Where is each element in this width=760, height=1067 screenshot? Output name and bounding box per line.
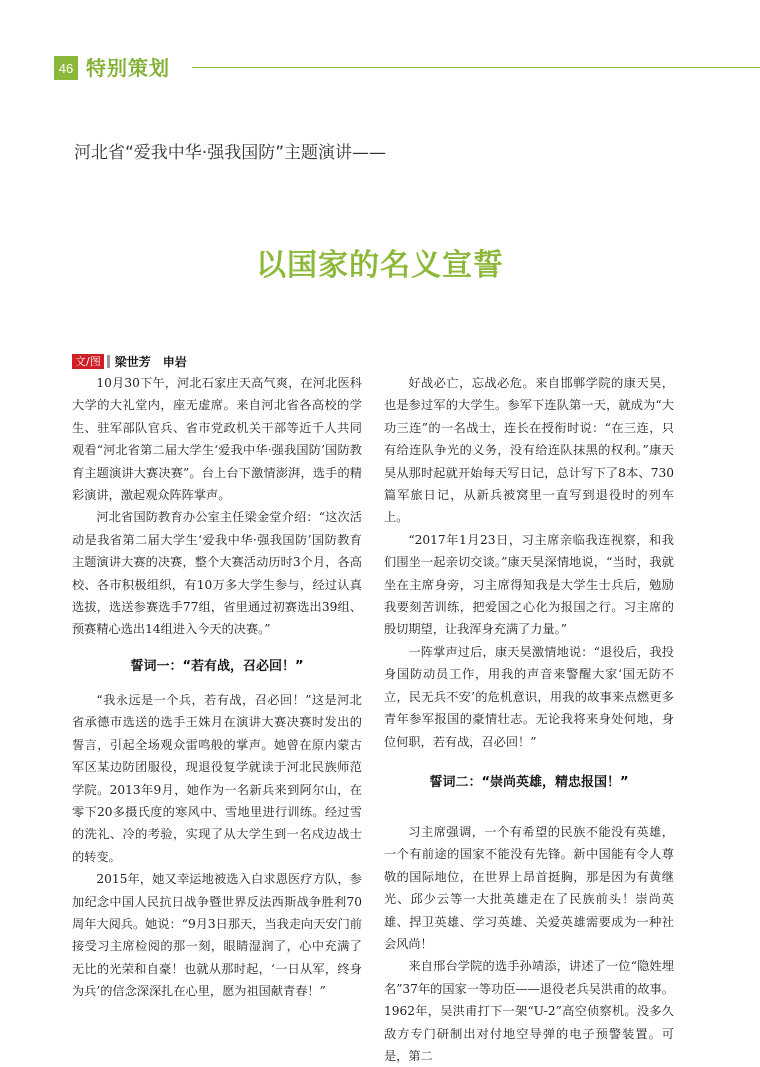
paragraph: 10月30下午，河北石家庄天高气爽，在河北医科大学的大礼堂内，座无虚席。来自河北省各高校的学生、驻军部队官兵、省市党政机关干部等近千人共同观看“河北省第二届大学生‘爱我中华·强我国防’国防教育主题演讲大赛决赛”。台上台下激情澎湃，选手的精彩演讲，激起观众阵阵掌声。 [72, 376, 362, 503]
paragraph: “我永远是一个兵，若有战，召必回！”这是河北省承德市选送的选手王姝月在演讲大赛决赛时发出的誓言，引起全场观众雷鸣般的掌声。她曾在原内蒙古军区某边防团服役，现退役复学就读于河北民族师范学院。2013年9月，她作为一名新兵来到阿尔山，在零下20多摄氏度的寒风中、雪地里进行训练。经过雪的洗礼、冷的考验，实现了从大学生到一名戍边战士的转变。 [72, 692, 362, 864]
byline-tag: 文/图 [72, 354, 104, 369]
article-headline: 以国家的名义宣誓 [256, 248, 504, 283]
paragraph: 来自邢台学院的选手孙靖添，讲述了一位“隐姓埋名”37年的国家一等功臣——退役老兵吴洪甫的故事。1962年，吴洪甫打下一架“U-2”高空侦察机。没多久敌方专门研制出对付地空导弹的电子预警装置。可是，第二 [384, 959, 674, 1063]
paragraph: 好战必亡，忘战必危。来自邯郸学院的康天昊，也是参过军的大学生。参军下连队第一天，就成为“大功三连”的一名战士，连长在授衔时说：“在三连，只有给连队争光的义务，没有给连队抹黑的权利。”康天昊从那时起就开始每天写日记，总计写下了8本、730篇军旅日记，从新兵被窝里一直写到退役时的列车上。 [384, 376, 674, 525]
paragraph: 河北省国防教育办公室主任梁金堂介绍：“这次活动是我省第二届大学生‘爱我中华·强我国防’国防教育主题演讲大赛的决赛，整个大赛活动历时3个月，各高校、各市积极组织，有10万多大学生参与，经过认真选拔，选送参赛选手77组，省里通过初赛选出39组、预赛精心选出14组进入今天的决赛。” [72, 510, 362, 637]
paragraph: 2015年，她又幸运地被选入白求恩医疗方队，参加纪念中国人民抗日战争暨世界反法西斯战争胜利70周年大阅兵。她说：“9月3日那天，当我走向天安门前接受习主席检阅的那一刻，眼睛湿润了，心中充满了无比的光荣和自豪！也就从那时起，‘一日从军，终身为兵’的信念深深扎在心里，愿为祖国献青春！” [72, 872, 362, 999]
paragraph: 一阵掌声过后，康天昊激情地说：“退役后，我投身国防动员工作，用我的声音来警醒大家‘国无防不立，民无兵不安’的危机意识，用我的故事来点燃更多青年参军报国的豪情壮志。无论我将来身处何地，身位何职，若有战，召必回！” [384, 644, 674, 749]
subheading-oath-one: 誓词一：“若有战，召必回！” [130, 658, 304, 674]
article-kicker: 河北省“爱我中华·强我国防”主题演讲—— [74, 143, 387, 163]
paragraph: “2017年1月23日，习主席亲临我连视察，和我们围坐一起亲切交谈。”康天昊深情地说，“当时，我就坐在主席身旁，习主席得知我是大学生士兵后，勉励我要刻苦训练，把爱国之心化为报国之行。习主席的殷切期望，让我浑身充满了力量。” [384, 532, 674, 637]
paragraph: 习主席强调，一个有希望的民族不能没有英雄，一个有前途的国家不能没有先锋。新中国能有令人尊敬的国际地位，在世界上昂首挺胸，那是因为有黄继光、邱少云等一大批英雄走在了民族前头！崇尚英雄、捍卫英雄、学习英雄、关爱英雄需要成为一种社会风尚！ [384, 824, 674, 951]
left-column [72, 372, 362, 1003]
page-header [0, 0, 760, 90]
byline [72, 353, 187, 369]
right-column [384, 372, 674, 1067]
header-divider [192, 67, 760, 68]
byline-divider [107, 355, 110, 368]
byline-authors: 梁世芳 申岩 [114, 354, 187, 369]
page-number: 46 [54, 56, 78, 80]
section-title: 特别策划 [86, 56, 170, 80]
subheading-oath-two: 誓词二：“崇尚英雄，精忠报国！” [429, 774, 629, 790]
